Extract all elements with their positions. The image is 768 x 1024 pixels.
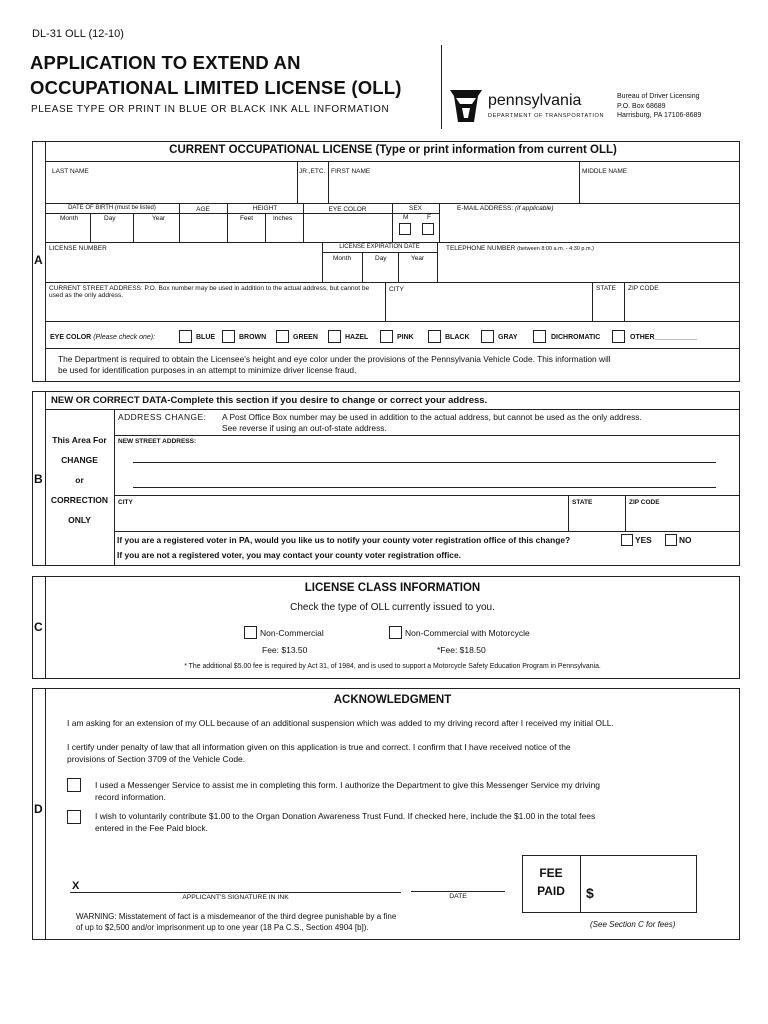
messenger-service-checkbox[interactable] [67, 778, 81, 792]
exp-year-label: Year [411, 255, 425, 262]
middle-name-label: MIDDLE NAME [582, 168, 628, 175]
new-street-line-1[interactable] [133, 462, 716, 463]
section-c-subtitle: Check the type of OLL currently issued to you. [290, 602, 495, 613]
height-label: HEIGHT [252, 205, 278, 212]
eye-brown-label: BROWN [239, 334, 267, 341]
new-street-line-2[interactable] [133, 487, 716, 488]
messenger-line: I used a Messenger Service to assist me in completing this form. I authorize the Department to give this Messenger Service my driving [95, 780, 601, 790]
section-c-letter: C [34, 620, 43, 634]
messenger-service-text [95, 780, 735, 803]
addr-change-text [222, 412, 737, 434]
bureau-line: P.O. Box 68689 [617, 102, 666, 110]
state-label: STATE [596, 285, 616, 292]
side-note-line: CORRECTION [50, 495, 109, 505]
ink-instructions: PLEASE TYPE OR PRINT IN BLUE OR BLACK INK ALL INFORMATION [31, 104, 390, 115]
organ-line: I wish to voluntarily contribute $1.00 to the Organ Donation Awareness Trust Fund. If checked here, include the $1.00 in the total fees [95, 811, 596, 821]
notice-line: be used for identification purposes in an attempt to minimize driver license fraud. [58, 365, 357, 375]
eye-color-label: EYE COLOR [328, 206, 367, 213]
warning-line: of up to $2,500 and/or imprisonment up to one year (18 Pa C.S., Section 4904 [b]). [76, 922, 369, 932]
side-note-line: This Area For [52, 435, 107, 445]
organ-line: entered in the Fee Paid block. [95, 822, 208, 833]
signature-x: X [72, 880, 80, 892]
street-label-line: used as the only address. [49, 292, 124, 300]
eye-pink-checkbox[interactable] [380, 330, 393, 343]
city-label: CITY [389, 286, 404, 293]
penndot-logo [448, 88, 608, 124]
exp-month-label: Month [333, 255, 352, 262]
voter-question: If you are a registered voter in PA, would you like us to notify your county voter registration office of this change? [117, 535, 571, 545]
new-state-label: STATE [572, 499, 593, 506]
fee-paid-amount-field[interactable] [600, 880, 694, 910]
date-line[interactable] [411, 891, 505, 892]
non-commercial-label: Non-Commercial [260, 628, 324, 638]
change-area-note [45, 430, 114, 530]
last-name-field[interactable] [46, 178, 296, 202]
eye-check-note: (Please check one): [93, 334, 156, 341]
eye-green-checkbox[interactable] [276, 330, 289, 343]
bureau-line: Bureau of Driver Licensing [617, 93, 700, 100]
eye-other-checkbox[interactable] [612, 330, 625, 343]
first-name-label: FIRST NAME [331, 168, 371, 175]
form-title-line2: OCCUPATIONAL LIMITED LICENSE (OLL) [30, 77, 402, 98]
messenger-line: record information. [95, 791, 166, 802]
voter-no-label: NO [679, 535, 692, 545]
eye-check-label [50, 334, 155, 342]
zip-label: ZIP CODE [628, 285, 659, 292]
first-name-field[interactable] [329, 178, 578, 202]
keystone-icon [448, 88, 484, 124]
eye-other-label: OTHER___________ [630, 334, 698, 341]
fee-label-line: FEE [539, 866, 563, 880]
signature-label: APPLICANT'S SIGNATURE IN INK [182, 894, 289, 901]
addr-change-line: A Post Office Box number may be used in addition to the actual address, but cannot be used as the only address. [222, 412, 642, 422]
bureau-line: Harrisburg, PA 17106-8689 [617, 112, 702, 119]
jr-label: JR.,ETC. [299, 168, 326, 175]
eye-hazel-label: HAZEL [345, 334, 369, 341]
dob-label: DATE OF BIRTH (must be listed) [68, 205, 156, 211]
middle-name-field[interactable] [580, 178, 739, 202]
eye-hazel-checkbox[interactable] [328, 330, 341, 343]
telephone-note: (between 8:00 a.m. - 4:30 p.m.) [517, 246, 594, 252]
sex-m-label: M [403, 214, 409, 221]
license-number-label: LICENSE NUMBER [49, 245, 107, 252]
email-label [457, 205, 554, 212]
fee-paid-dollar: $ [586, 885, 594, 901]
eye-gray-checkbox[interactable] [481, 330, 494, 343]
height-eye-notice [58, 354, 738, 376]
current-street-label [49, 285, 384, 300]
eye-pink-label: PINK [397, 334, 414, 341]
side-note-line: or [75, 475, 84, 485]
voter-yes-checkbox[interactable] [621, 534, 633, 546]
logo-name: pennsylvania [488, 92, 582, 109]
addr-change-label: ADDRESS CHANGE: [118, 412, 207, 422]
organ-donation-text [95, 811, 735, 834]
dob-year-label: Year [152, 215, 166, 222]
telephone-text: TELEPHONE NUMBER [446, 245, 516, 252]
see-section-c-note: (See Section C for fees) [590, 920, 676, 929]
extension-statement: I am asking for an extension of my OLL because of an additional suspension which was added to my driving record after I received my initial OLL. [67, 718, 614, 728]
new-zip-label: ZIP CODE [629, 499, 660, 506]
section-a-title: CURRENT OCCUPATIONAL LICENSE (Type or print information from current OLL) [169, 144, 617, 156]
section-a-letter: A [34, 253, 43, 267]
certify-line: provisions of Section 3709 of the Vehicle Code. [67, 753, 246, 764]
street-label-line: CURRENT STREET ADDRESS: P.O. Box number may be used in addition to the actual address, but cannot be [49, 285, 370, 292]
organ-donation-checkbox[interactable] [67, 810, 81, 824]
new-city-label: CITY [118, 499, 133, 506]
side-note-line: CHANGE [61, 455, 98, 465]
form-title-line1: APPLICATION TO EXTEND AN [30, 52, 301, 73]
warning-text [76, 912, 506, 933]
last-name-label: LAST NAME [52, 168, 89, 175]
motorcycle-fee-footnote: * The additional $5.00 fee is required by Act 31, of 1984, and is used to support a Motorcycle Safety Education Program in Pennsylvania. [184, 663, 601, 670]
email-text: E-MAIL ADDRESS: [457, 205, 514, 212]
fee-label-line: PAID [537, 884, 565, 898]
section-d-title: ACKNOWLEDGMENT [333, 694, 452, 706]
license-number-field[interactable] [46, 254, 321, 281]
eye-brown-checkbox[interactable] [222, 330, 235, 343]
dob-day-label: Day [104, 215, 116, 222]
logo-dept: DEPARTMENT OF TRANSPORTATION [488, 113, 605, 119]
dob-month-label: Month [60, 215, 79, 222]
eye-gray-label: GRAY [498, 334, 518, 341]
side-note-line: ONLY [68, 515, 91, 525]
eye-black-checkbox[interactable] [428, 330, 441, 343]
email-note: (if applicable) [514, 205, 554, 212]
inches-label: Inches [273, 215, 293, 222]
eye-blue-checkbox[interactable] [179, 330, 192, 343]
warning-line: WARNING: Misstatement of fact is a misdemeanor of the third degree punishable by a fine [76, 912, 397, 921]
signature-line[interactable] [70, 892, 401, 893]
fee-paid-label [522, 864, 580, 900]
addr-change-line: See reverse if using an out-of-state address. [222, 423, 387, 433]
eye-check-text: EYE COLOR [50, 334, 92, 341]
email-field[interactable] [440, 214, 739, 241]
sex-label: SEX [408, 205, 422, 212]
fee-non-commercial: Fee: $13.50 [262, 645, 308, 655]
section-b-letter: B [34, 472, 43, 486]
feet-label: Feet [240, 215, 254, 222]
section-b-title: NEW OR CORRECT DATA-Complete this section if you desire to change or correct your address. [51, 395, 488, 406]
telephone-field[interactable] [438, 254, 739, 281]
eye-dichromatic-checkbox[interactable] [533, 330, 546, 343]
fee-motorcycle: *Fee: $18.50 [437, 645, 486, 655]
telephone-label [446, 245, 594, 252]
age-label: AGE [196, 206, 210, 213]
header-divider [441, 45, 442, 129]
sex-f-label: F [427, 214, 431, 221]
section-c-title: LICENSE CLASS INFORMATION [304, 582, 481, 594]
notice-line: The Department is required to obtain the Licensee's height and eye color under the provisions of the Pennsylvania Vehicle Code. This information will [58, 354, 611, 364]
eye-green-label: GREEN [293, 334, 318, 341]
bureau-address [617, 92, 701, 121]
new-street-label: NEW STREET ADDRESS: [118, 438, 197, 445]
sex-f-checkbox[interactable] [422, 223, 434, 235]
expiration-label: LICENSE EXPIRATION DATE [339, 244, 420, 250]
section-d-letter: D [34, 802, 43, 816]
voter-yes-label: YES [635, 535, 652, 545]
certify-statement [67, 742, 737, 765]
exp-day-label: Day [375, 255, 387, 262]
motorcycle-checkbox[interactable] [389, 626, 402, 639]
date-label: DATE [449, 893, 467, 900]
voter-no-checkbox[interactable] [665, 534, 677, 546]
eye-dichromatic-label: DICHROMATIC [551, 334, 601, 341]
certify-line: I certify under penalty of law that all information given on this application is true and correct. I confirm that I have received notice of the [67, 742, 571, 752]
form-number: DL-31 OLL (12-10) [32, 28, 124, 40]
non-commercial-checkbox[interactable] [244, 626, 257, 639]
sex-m-checkbox[interactable] [399, 223, 411, 235]
eye-black-label: BLACK [445, 334, 470, 341]
eye-blue-label: BLUE [196, 334, 216, 341]
jr-field[interactable] [298, 178, 327, 202]
voter-note: If you are not a registered voter, you may contact your county voter registration office. [117, 550, 461, 560]
motorcycle-label: Non-Commercial with Motorcycle [405, 628, 530, 638]
